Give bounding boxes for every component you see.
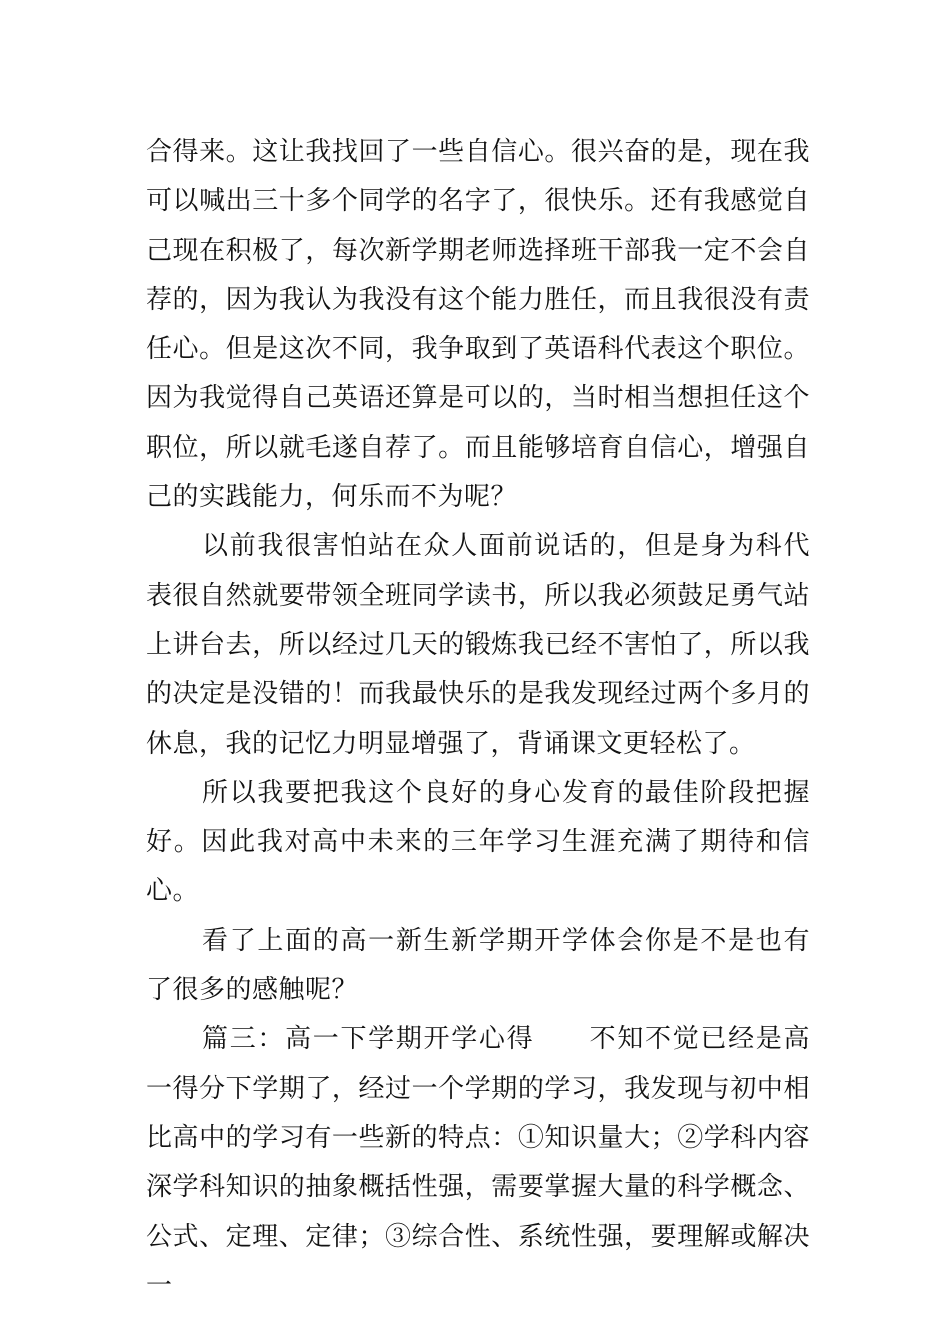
document-body [146, 128, 810, 1311]
paragraph-section-three: 篇三：高一下学期开学心得 不知不觉已经是高一得分下学期了，经过一个学期的学习，我发现与初中相比高中的学习有一些新的特点：①知识量大；②学科内容深学科知识的抽象概括性强，需要掌握大量的科学概念、公式、定理、定律；③综合性、系统性强，要理解或解决一 [146, 1024, 810, 1301]
paragraph-class-representative: 以前我很害怕站在众人面前说话的，但是身为科代表很自然就要带领全班同学读书，所以我必须鼓足勇气站上讲台去，所以经过几天的锻炼我已经不害怕了，所以我的决定是没错的！而我最快乐的是我发现经过两个多月的休息，我的记忆力明显增强了，背诵课文更轻松了。 [146, 531, 810, 759]
paragraph-reflection-question: 看了上面的高一新生新学期开学体会你是不是也有了很多的感触呢？ [146, 925, 810, 1006]
paragraph-expectation: 所以我要把我这个良好的身心发育的最佳阶段把握好。因此我对高中未来的三年学习生涯充满了期待和信心。 [146, 777, 810, 907]
paragraph-continuation: 合得来。这让我找回了一些自信心。很兴奋的是，现在我可以喊出三十多个同学的名字了，很快乐。还有我感觉自己现在积极了，每次新学期老师选择班干部我一定不会自荐的，因为我认为我没有这个能力胜任，而且我很没有责任心。但是这次不同，我争取到了英语科代表这个职位。因为我觉得自己英语还算是可以的，当时相当想担任这个职位，所以就毛遂自荐了。而且能够培育自信心，增强自己的实践能力，何乐而不为呢？ [146, 137, 810, 513]
